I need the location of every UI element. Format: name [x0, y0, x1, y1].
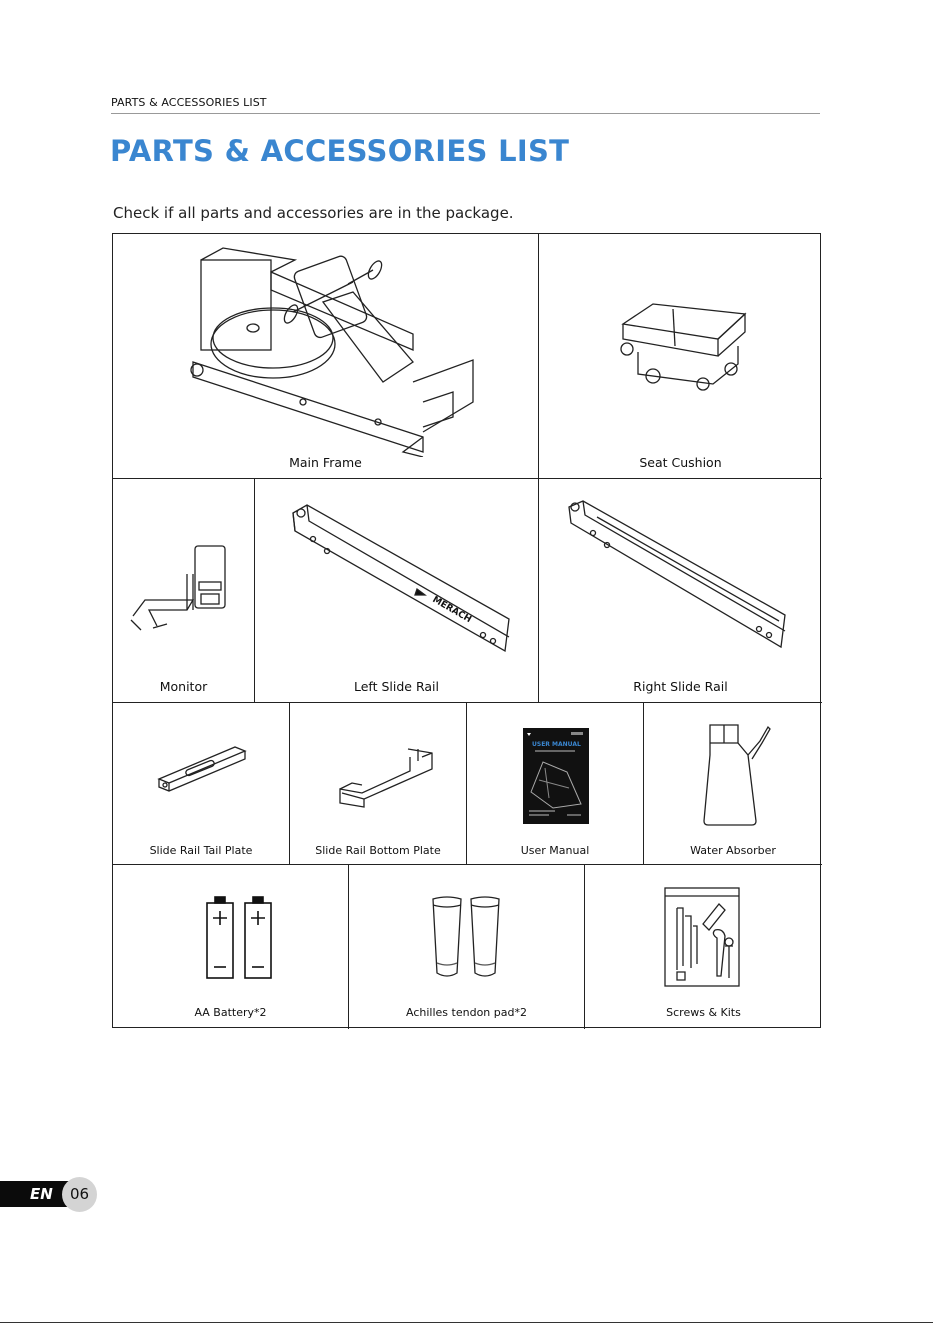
label-left-slide-rail: Left Slide Rail: [354, 679, 439, 694]
running-header: PARTS & ACCESSORIES LIST: [111, 96, 267, 109]
label-seat-cushion: Seat Cushion: [639, 455, 722, 470]
manual-cover-title: USER MANUAL: [532, 741, 581, 748]
bottom-plate-illustration: [322, 743, 437, 813]
label-slide-rail-bottom-plate: Slide Rail Bottom Plate: [315, 844, 441, 857]
parts-grid: [112, 233, 821, 1028]
cell-right-slide-rail: [539, 479, 822, 703]
label-screws-kits: Screws & Kits: [666, 1006, 741, 1019]
monitor-illustration: [127, 544, 242, 634]
label-monitor: Monitor: [159, 679, 208, 694]
seat-cushion-illustration: [613, 284, 753, 399]
bottom-rule: [0, 1322, 933, 1323]
header-rule: [111, 113, 820, 114]
cell-achilles-pad: [349, 865, 585, 1029]
main-frame-illustration: [183, 242, 483, 457]
footer-language: EN: [30, 1185, 53, 1203]
cell-water-absorber: [644, 703, 822, 865]
label-water-absorber: Water Absorber: [690, 844, 776, 857]
aa-battery-illustration: [205, 895, 275, 980]
page-title: PARTS & ACCESSORIES LIST: [110, 134, 570, 168]
cell-screws-kits: [585, 865, 822, 1029]
label-slide-rail-tail-plate: Slide Rail Tail Plate: [149, 844, 253, 857]
label-user-manual: User Manual: [520, 844, 590, 857]
label-aa-battery: AA Battery*2: [194, 1006, 267, 1019]
water-absorber-illustration: [700, 721, 775, 829]
label-right-slide-rail: Right Slide Rail: [633, 679, 728, 694]
intro-text: Check if all parts and accessories are in the package.: [113, 204, 514, 222]
page-number: 06: [69, 1185, 90, 1203]
label-achilles-pad: Achilles tendon pad*2: [406, 1006, 527, 1019]
user-manual-illustration: [523, 728, 589, 824]
cell-left-slide-rail: [255, 479, 539, 703]
cell-user-manual: [467, 703, 644, 865]
tail-plate-illustration: [155, 741, 250, 801]
cell-seat-cushion: [539, 234, 822, 479]
screws-kits-illustration: [663, 886, 741, 988]
cell-slide-rail-tail-plate: [113, 703, 290, 865]
achilles-pad-illustration: [429, 895, 504, 980]
rail-brand-text: MERACH: [430, 594, 473, 626]
label-main-frame: Main Frame: [289, 455, 362, 470]
cell-monitor: [113, 479, 255, 703]
cell-main-frame: [113, 234, 539, 479]
cell-slide-rail-bottom-plate: [290, 703, 467, 865]
cell-aa-battery: [113, 865, 349, 1029]
right-slide-rail-illustration: [563, 497, 793, 657]
left-slide-rail-illustration: [287, 501, 517, 661]
